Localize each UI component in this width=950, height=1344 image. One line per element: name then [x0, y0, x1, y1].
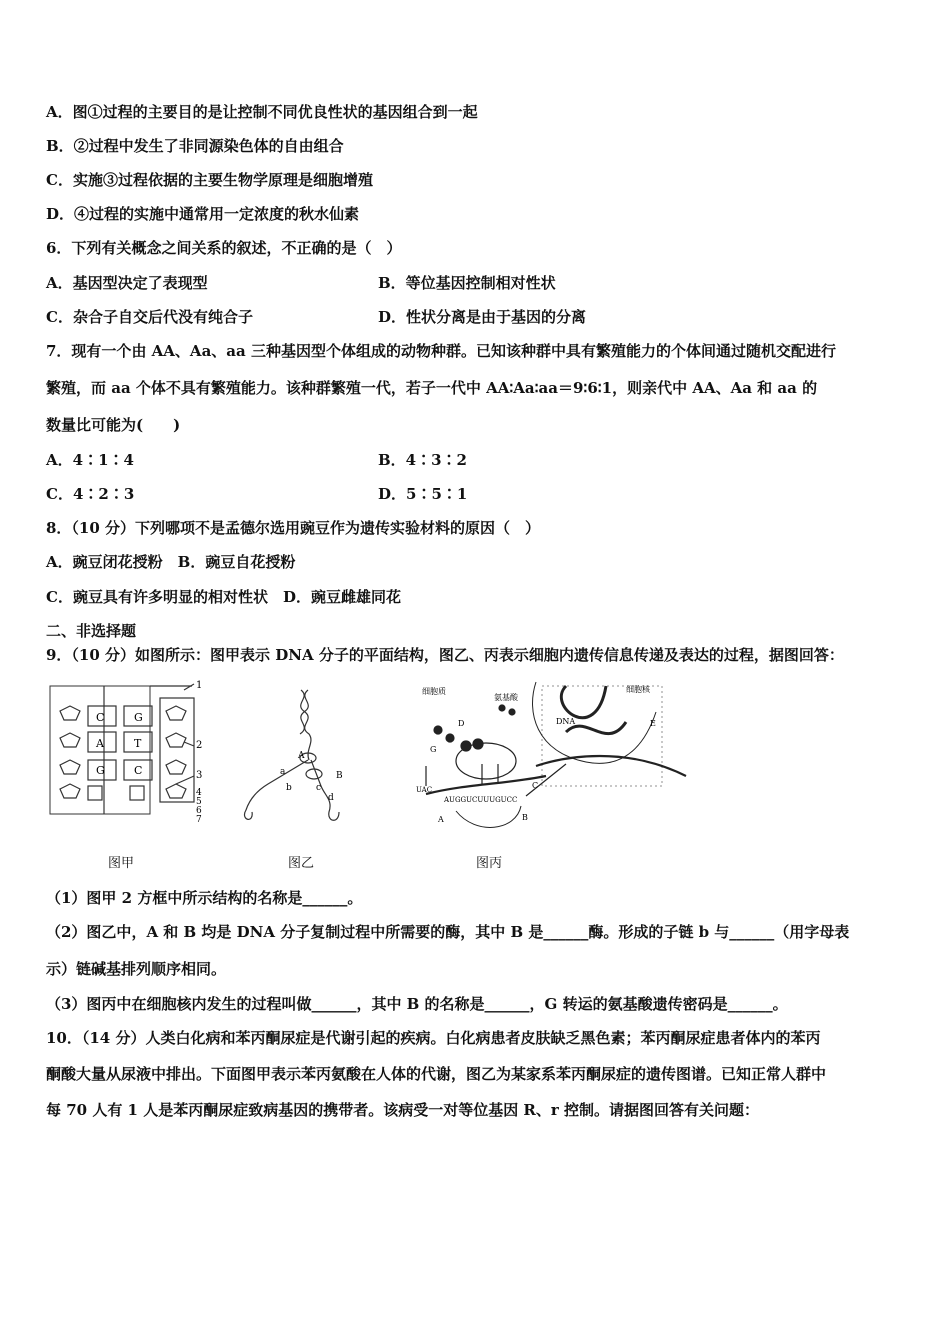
- caption-bing: 图丙: [476, 856, 503, 871]
- section-heading: 二、非选择题: [46, 622, 137, 640]
- q9-part1: （1）图甲 2 方框中所示结构的名称是______。: [46, 889, 363, 907]
- q7-stem-line2: 繁殖，而 aa 个体不具有繁殖能力。该种群繁殖一代，若子一代中 AA∶Aa∶aa＝9∶6∶1，则亲代中 AA、Aa 和 aa 的: [46, 379, 818, 397]
- bing-label-C: C: [532, 781, 539, 790]
- q5-option-d: D．④过程的实施中通常用一定浓度的秋水仙素: [46, 205, 360, 223]
- jia-label-4: 4: [196, 788, 202, 798]
- q5-option-b: B．②过程中发生了非同源染色体的自由组合: [46, 137, 344, 155]
- figure-bing: [426, 682, 686, 827]
- yi-label-B: B: [336, 771, 343, 781]
- base-right-3: C: [134, 764, 143, 777]
- q10-line1: 10．（14 分）人类白化病和苯丙酮尿症是代谢引起的疾病。白化病患者皮肤缺乏黑色素；苯丙酮尿症患者体内的苯丙: [46, 1029, 821, 1047]
- q6-option-d: D．性状分离是由于基因的分离: [378, 308, 587, 326]
- q8-options-ab: A．豌豆闭花授粉 B．豌豆自花授粉: [46, 553, 296, 571]
- q8-stem: 8．（10 分）下列哪项不是孟德尔选用豌豆作为遗传实验材料的原因（ ）: [46, 519, 541, 537]
- q6-stem: 6．下列有关概念之间关系的叙述，不正确的是（ ）: [46, 239, 402, 257]
- q7-stem-line3: 数量比可能为( ): [46, 416, 181, 434]
- q7-option-c: C．4∶2∶3: [46, 485, 135, 503]
- q5-option-c: C．实施③过程依据的主要生物学原理是细胞增殖: [46, 171, 373, 189]
- q10-line2: 酮酸大量从尿液中排出。下面图甲表示苯丙氨酸在人体的代谢，图乙为某家系苯丙酮尿症的遗传图谱。已知正常人群中: [46, 1065, 827, 1083]
- q7-option-b: B．4∶3∶2: [378, 451, 467, 469]
- q7-stem-line1: 7．现有一个由 AA、Aa、aa 三种基因型个体组成的动物种群。已知该种群中具有繁殖能力的个体间通过随机交配进行: [46, 342, 836, 360]
- jia-label-6: 6: [196, 806, 202, 816]
- base-left-2: A: [96, 737, 104, 750]
- yi-label-b: b: [286, 783, 292, 793]
- jia-label-3: 3: [196, 770, 203, 781]
- jia-label-5: 5: [196, 797, 202, 807]
- bing-mrna-sequence: AUGGUCUUUGUCC: [444, 796, 518, 804]
- q9-part2-line1: （2）图乙中，A 和 B 均是 DNA 分子复制过程中所需要的酶，其中 B 是______酶。形成的子链 b 与______（用字母表: [46, 923, 850, 941]
- bing-label-A: A: [438, 815, 444, 824]
- yi-label-d: d: [328, 793, 334, 803]
- q9-part2-line2: 示）链碱基排列顺序相同。: [46, 960, 227, 978]
- yi-label-A: A: [298, 751, 305, 761]
- yi-label-a: a: [280, 767, 286, 777]
- q6-option-c: C．杂合子自交后代没有纯合子: [46, 308, 253, 326]
- q8-options-cd: C．豌豆具有许多明显的相对性状 D．豌豆雌雄同花: [46, 588, 401, 606]
- q6-option-b: B．等位基因控制相对性状: [378, 274, 556, 292]
- jia-label-2: 2: [196, 740, 203, 751]
- figure-yi: [244, 690, 339, 820]
- base-right-1: G: [134, 711, 143, 724]
- jia-label-1: 1: [196, 680, 203, 691]
- q7-option-a: A．4∶1∶4: [46, 451, 134, 469]
- q9-figure-svg: [46, 676, 916, 872]
- q9-part3: （3）图丙中在细胞核内发生的过程叫做______，其中 B 的名称是______，G 转运的氨基酸遗传密码是______。: [46, 995, 788, 1013]
- q6-option-a: A．基因型决定了表现型: [46, 274, 208, 292]
- jia-label-7: 7: [196, 815, 202, 825]
- q9-figure: [46, 676, 916, 872]
- bing-label-nucleus: 细胞核: [626, 685, 650, 694]
- bing-label-E: E: [650, 719, 656, 728]
- bing-label-G: G: [430, 745, 437, 754]
- bing-label-amino-acid: 氨基酸: [494, 693, 518, 702]
- bing-label-D: D: [458, 719, 465, 728]
- base-left-1: C: [96, 711, 105, 724]
- bing-label-cytoplasm: 细胞质: [422, 687, 446, 696]
- bing-label-B: B: [522, 813, 528, 822]
- base-right-2: T: [134, 737, 142, 750]
- q7-option-d: D．5∶5∶1: [378, 485, 468, 503]
- caption-jia: 图甲: [108, 856, 135, 871]
- bing-anticodon: UAC: [416, 786, 433, 794]
- caption-yi: 图乙: [288, 856, 315, 871]
- bing-label-dna: DNA: [556, 717, 576, 726]
- q5-option-a: A．图①过程的主要目的是让控制不同优良性状的基因组合到一起: [46, 103, 478, 121]
- figure-jia: [50, 684, 194, 814]
- q10-line3: 每 70 人有 1 人是苯丙酮尿症致病基因的携带者。该病受一对等位基因 R、r 控制。请据图回答有关问题：: [46, 1101, 760, 1119]
- yi-label-c: c: [316, 783, 322, 793]
- q9-stem: 9．（10 分）如图所示：图甲表示 DNA 分子的平面结构，图乙、丙表示细胞内遗传信息传递及表达的过程，据图回答：: [46, 646, 844, 664]
- base-left-3: G: [96, 764, 105, 777]
